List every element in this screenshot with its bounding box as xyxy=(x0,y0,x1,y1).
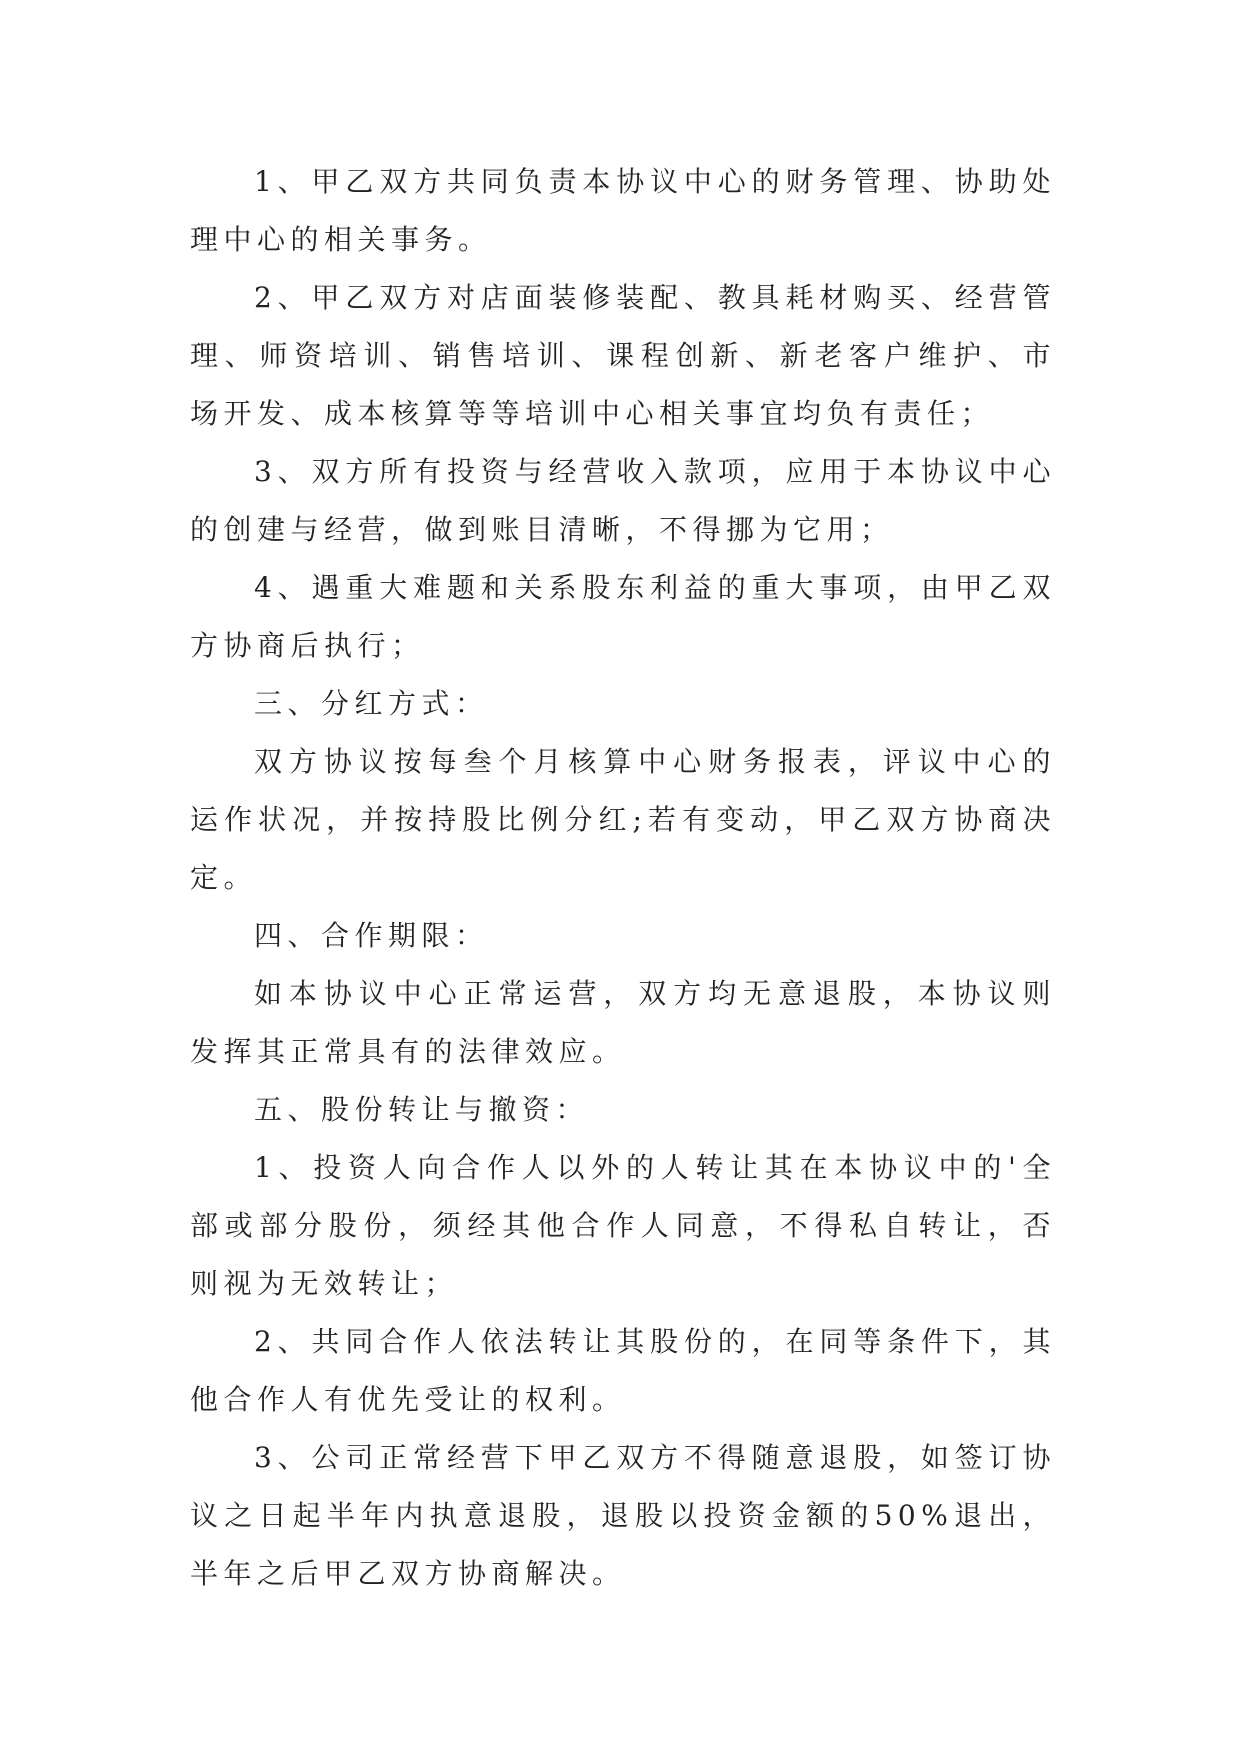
section-heading-dividend: 三、分红方式： xyxy=(254,687,489,720)
paragraph-responsibility-operations: 2、甲乙双方对店面装修装配、教具耗材购买、经营管理、师资培训、销售培训、课程创新、新老客户维护、市场开发、成本核算等等培训中心相关事宜均负有责任； xyxy=(190,281,1056,430)
paragraph-transfer-rule-2: 2、共同合作人依法转让其股份的，在同等条件下，其他合作人有优先受让的权利。 xyxy=(190,1325,1056,1416)
section-heading-share-transfer: 五、股份转让与撤资： xyxy=(254,1093,590,1126)
paragraph-responsibility-finance: 1、甲乙双方共同负责本协议中心的财务管理、协助处理中心的相关事务。 xyxy=(190,165,1056,256)
paragraph-dividend-method: 双方协议按每叁个月核算中心财务报表，评议中心的运作状况，并按持股比例分红;若有变动，甲乙双方协商决定。 xyxy=(190,745,1056,894)
paragraph-investment-funds: 3、双方所有投资与经营收入款项，应用于本协议中心的创建与经营，做到账目清晰，不得挪为它用； xyxy=(190,455,1056,546)
paragraph-major-matters: 4、遇重大难题和关系股东利益的重大事项，由甲乙双方协商后执行； xyxy=(190,571,1056,662)
paragraph-transfer-rule-3: 3、公司正常经营下甲乙双方不得随意退股，如签订协议之日起半年内执意退股，退股以投资金额的50%退出，半年之后甲乙双方协商解决。 xyxy=(190,1441,1056,1590)
paragraph-transfer-rule-1: 1、投资人向合作人以外的人转让其在本协议中的'全部或部分股份，须经其他合作人同意，不得私自转让，否则视为无效转让； xyxy=(190,1151,1056,1300)
paragraph-cooperation-term: 如本协议中心正常运营，双方均无意退股，本协议则发挥其正常具有的法律效应。 xyxy=(190,977,1056,1068)
document-page xyxy=(190,153,1056,1603)
section-heading-term: 四、合作期限： xyxy=(254,919,489,952)
